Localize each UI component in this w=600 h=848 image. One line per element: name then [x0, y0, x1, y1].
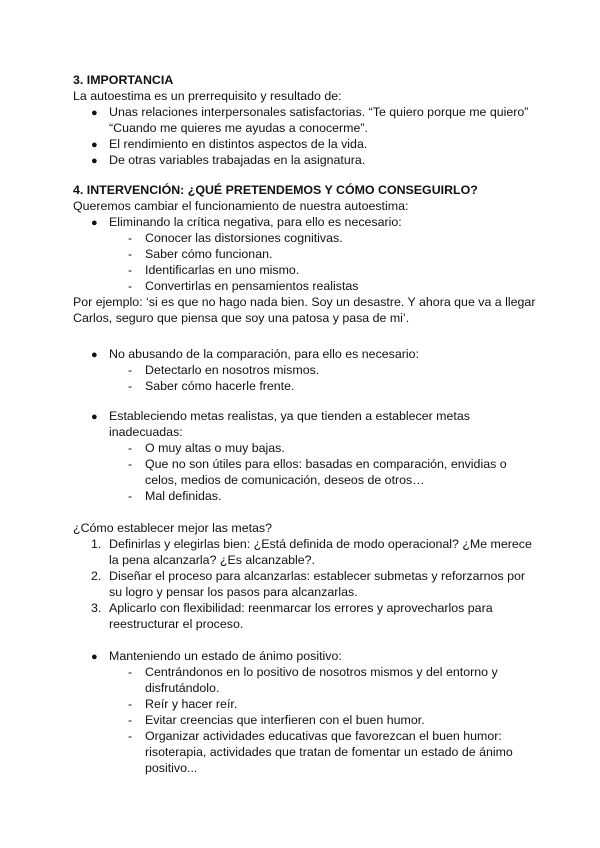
sub-item-text: Saber cómo funcionan.: [145, 247, 273, 261]
sub-item-text: Organizar actividades educativas que favorezcan el buen humor:: [145, 729, 502, 743]
sub-item-text: Saber cómo hacerle frente.: [145, 379, 295, 393]
list-item-text: Estableciendo metas realistas, ya que tienden a establecer metas: [109, 409, 470, 423]
step-text: Diseñar el proceso para alcanzarlas: establecer submetas y reforzarnos por: [109, 569, 525, 583]
sub-item-text: Centrándonos en lo positivo de nosotros mismos y del entorno y: [145, 665, 498, 679]
sub-item-text: risoterapia, actividades que tratan de fomentar un estado de ánimo: [145, 745, 513, 759]
step-number: 3.: [91, 601, 102, 615]
example-text: Por ejemplo: ‘si es que no hago nada bien. Soy un desastre. Y ahora que va a llegar: [73, 295, 536, 309]
example-text: Carlos, seguro que piensa que soy una patosa y pasa de mi’.: [73, 311, 410, 325]
step-text: reestructurar el proceso.: [109, 617, 244, 631]
section-3-intro: La autoestima es un prerrequisito y resultado de:: [73, 89, 342, 103]
list-item-text: Eliminando la crítica negativa, para ello es necesario:: [109, 215, 402, 229]
sub-item-text: Evitar creencias que interfieren con el buen humor.: [145, 713, 425, 727]
dash-marker: -: [128, 247, 133, 261]
step-number: 2.: [91, 569, 102, 583]
step-text: la pena alcanzarla? ¿Es alcanzable?.: [109, 553, 315, 567]
step-text: su logro y pensar los pasos para alcanzarlas.: [109, 585, 358, 599]
bullet-marker: ●: [91, 155, 98, 167]
dash-marker: -: [128, 263, 133, 277]
bullet-marker: ●: [91, 139, 98, 151]
sub-item-text: Detectarlo en nosotros mismos.: [145, 363, 320, 377]
sub-item-text: Conocer las distorsiones cognitivas.: [145, 231, 343, 245]
bullet-marker: ●: [91, 651, 98, 663]
dash-marker: -: [128, 231, 133, 245]
sub-item-text: positivo...: [145, 761, 198, 775]
section-4-intro: Queremos cambiar el funcionamiento de nuestra autoestima:: [73, 199, 409, 213]
section-3-heading: 3. IMPORTANCIA: [73, 73, 174, 87]
sub-item-text: Identificarlas en uno mismo.: [145, 263, 300, 277]
sub-item-text: Reír y hacer reír.: [145, 697, 238, 711]
question-text: ¿Cómo establecer mejor las metas?: [73, 521, 273, 535]
list-item-text: “Cuando me quieres me ayudas a conocerme”.: [109, 121, 368, 135]
dash-marker: -: [128, 441, 133, 455]
list-item-text: Manteniendo un estado de ánimo positivo:: [109, 649, 342, 663]
sub-item-text: O muy altas o muy bajas.: [145, 441, 285, 455]
list-item-text: inadecuadas:: [109, 425, 183, 439]
sub-item-text: celos, medios de comunicación, deseos de otros…: [145, 473, 425, 487]
bullet-marker: ●: [91, 411, 98, 423]
sub-item-text: Convertirlas en pensamientos realistas: [145, 279, 359, 293]
dash-marker: -: [128, 489, 133, 503]
section-4-heading: 4. INTERVENCIÓN: ¿QUÉ PRETENDEMOS Y CÓMO CONSEGUIRLO?: [73, 183, 478, 197]
sub-item-text: disfrutándolo.: [145, 681, 220, 695]
dash-marker: -: [128, 379, 133, 393]
dash-marker: -: [128, 279, 133, 293]
sub-item-text: Mal definidas.: [145, 489, 222, 503]
dash-marker: -: [128, 665, 133, 679]
dash-marker: -: [128, 713, 133, 727]
bullet-marker: ●: [91, 107, 98, 119]
dash-marker: -: [128, 729, 133, 743]
step-text: Aplicarlo con flexibilidad: reenmarcar los errores y aprovecharlos para: [109, 601, 493, 615]
bullet-marker: ●: [91, 349, 98, 361]
list-item-text: Unas relaciones interpersonales satisfactorias. “Te quiero porque me quiero”: [109, 105, 529, 119]
bullet-marker: ●: [91, 217, 98, 229]
dash-marker: -: [128, 457, 133, 471]
step-text: Definirlas y elegirlas bien: ¿Está definida de modo operacional? ¿Me merece: [109, 537, 532, 551]
list-item-text: No abusando de la comparación, para ello es necesario:: [109, 347, 419, 361]
list-item-text: De otras variables trabajadas en la asignatura.: [109, 153, 366, 167]
dash-marker: -: [128, 363, 133, 377]
sub-item-text: Que no son útiles para ellos: basadas en comparación, envidias o: [145, 457, 507, 471]
step-number: 1.: [91, 537, 102, 551]
dash-marker: -: [128, 697, 133, 711]
list-item-text: El rendimiento en distintos aspectos de la vida.: [109, 137, 368, 151]
